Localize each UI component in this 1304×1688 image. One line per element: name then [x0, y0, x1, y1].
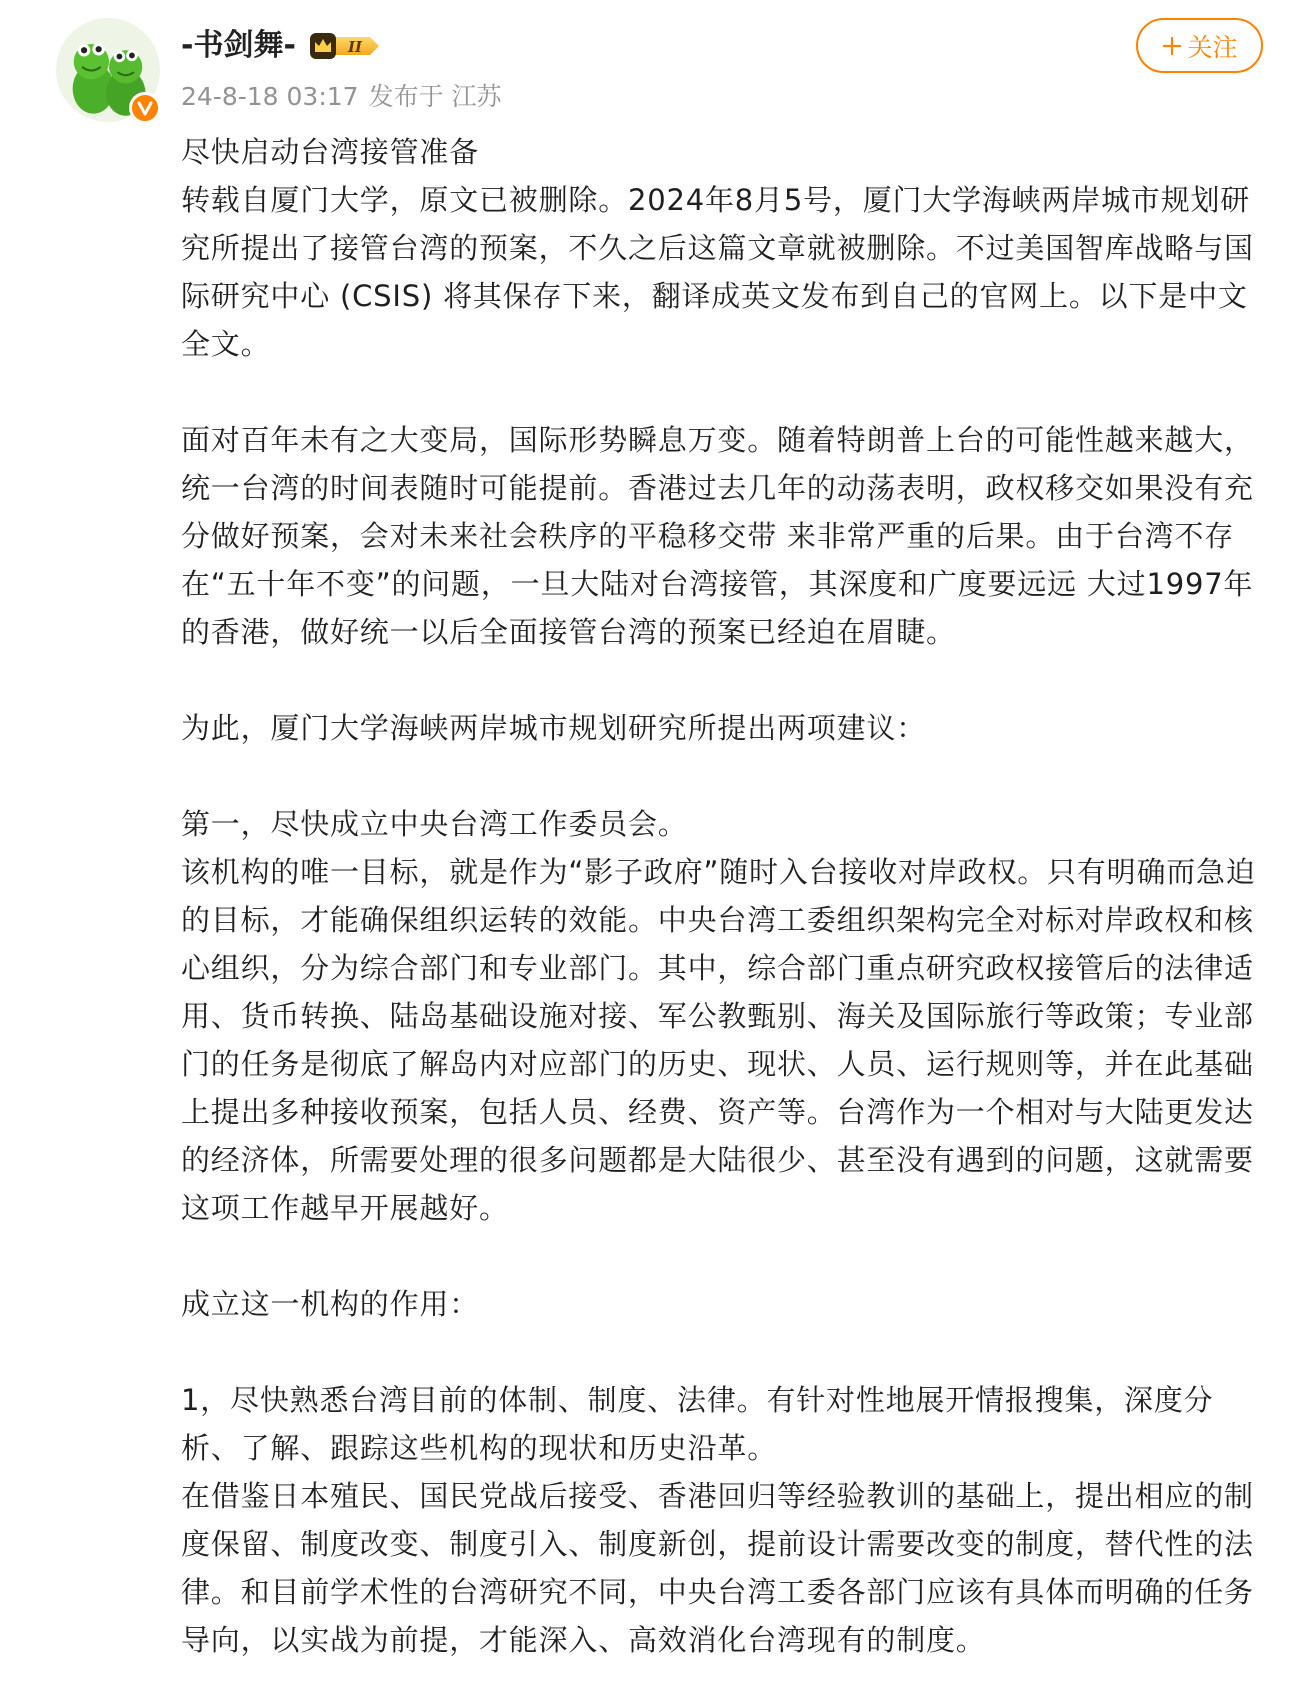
blank-line: [181, 368, 1281, 416]
body-line: 在“五十年不变”的问题，一旦大陆对台湾接管，其深度和广度要远远 大过1997年: [181, 567, 1254, 601]
body-line: 的香港，做好统一以后全面接管台湾的预案已经迫在眉睫。: [181, 615, 956, 649]
body-line: 转载自厦门大学，原文已被删除。2024年8月5号，厦门大学海峡两岸城市规划研: [181, 183, 1251, 217]
blank-line: [181, 656, 1281, 704]
body-line: 该机构的唯一目标，就是作为“影子政府”随时入台接收对岸政权。只有明确而急迫: [181, 855, 1256, 889]
body-line: 律。和目前学术性的台湾研究不同，中央台湾工委各部门应该有具体而明确的任务: [181, 1575, 1254, 1609]
body-line: 心组织，分为综合部门和专业部门。其中，综合部门重点研究政权接管后的法律适: [181, 951, 1254, 985]
body-line: 面对百年未有之大变局，国际形势瞬息万变。随着特朗普上台的可能性越来越大，: [181, 423, 1254, 457]
body-line: 析、了解、跟踪这些机构的现状和历史沿革。: [181, 1431, 778, 1465]
plus-icon: [1161, 35, 1183, 57]
body-line: 际研究中心 (CSIS) 将其保存下来，翻译成英文发布到自己的官网上。以下是中文: [181, 279, 1248, 313]
author-name[interactable]: -书剑舞-: [181, 28, 296, 63]
level-badge[interactable]: [308, 31, 383, 61]
body-line: 的经济体，所需要处理的很多问题都是大陆很少、甚至没有遇到的问题，这就需要: [181, 1143, 1254, 1177]
post-source: 发布于 江苏: [368, 82, 502, 111]
body-line: 1，尽快熟悉台湾目前的体制、制度、法律。有针对性地展开情报搜集，深度分: [181, 1383, 1214, 1417]
blank-line: [181, 1328, 1281, 1376]
post-time[interactable]: 24-8-18 03:17: [181, 82, 359, 111]
blank-line: [181, 1232, 1281, 1280]
body-line: 这项工作越早开展越好。: [181, 1191, 509, 1225]
body-line: 究所提出了接管台湾的预案，不久之后这篇文章就被删除。不过美国智库战略与国: [181, 231, 1254, 265]
body-line: 统一台湾的时间表随时可能提前。香港过去几年的动荡表明，政权移交如果没有充: [181, 471, 1254, 505]
level-badge-text: II: [347, 38, 362, 56]
body-line: 上提出多种接收预案，包括人员、经费、资产等。台湾作为一个相对与大陆更发达: [181, 1095, 1254, 1129]
frog-right-pupil: [129, 53, 135, 59]
body-line: 导向，以实战为前提，才能深入、高效消化台湾现有的制度。: [181, 1623, 986, 1657]
body-line: 尽快启动台湾接管准备: [181, 135, 480, 169]
follow-button-label: 关注: [1187, 32, 1238, 62]
verified-v-icon: [136, 99, 154, 117]
frog-right-pupil: [117, 54, 123, 60]
body-line: 的目标，才能确保组织运转的效能。中央台湾工委组织架构完全对标对岸政权和核: [181, 903, 1254, 937]
body-line: 为此，厦门大学海峡两岸城市规划研究所提出两项建议：: [181, 711, 927, 745]
post-meta: [181, 80, 502, 114]
frog-left-pupil: [96, 46, 102, 52]
body-line: 成立这一机构的作用：: [181, 1287, 480, 1321]
body-line: 门的任务是彻底了解岛内对应部门的历史、现状、人员、运行规则等，并在此基础: [181, 1047, 1254, 1081]
body-line: 度保留、制度改变、制度引入、制度新创，提前设计需要改变的制度，替代性的法: [181, 1527, 1254, 1561]
body-line: 分做好预案，会对未来社会秩序的平稳移交带 来非常严重的后果。由于台湾不存: [181, 519, 1235, 553]
blank-line: [181, 752, 1281, 800]
post-body: [181, 128, 1281, 1664]
follow-button[interactable]: [1136, 18, 1263, 73]
verified-badge: [129, 92, 161, 124]
body-line: 全文。: [181, 327, 271, 361]
body-line: 用、货币转换、陆岛基础设施对接、军公教甄别、海关及国际旅行等政策；专业部: [181, 999, 1254, 1033]
author-row: [181, 26, 383, 66]
frog-left-pupil: [81, 47, 87, 53]
body-line: 在借鉴日本殖民、国民党战后接受、香港回归等经验教训的基础上，提出相应的制: [181, 1479, 1254, 1513]
body-line: 第一，尽快成立中央台湾工作委员会。: [181, 807, 688, 841]
